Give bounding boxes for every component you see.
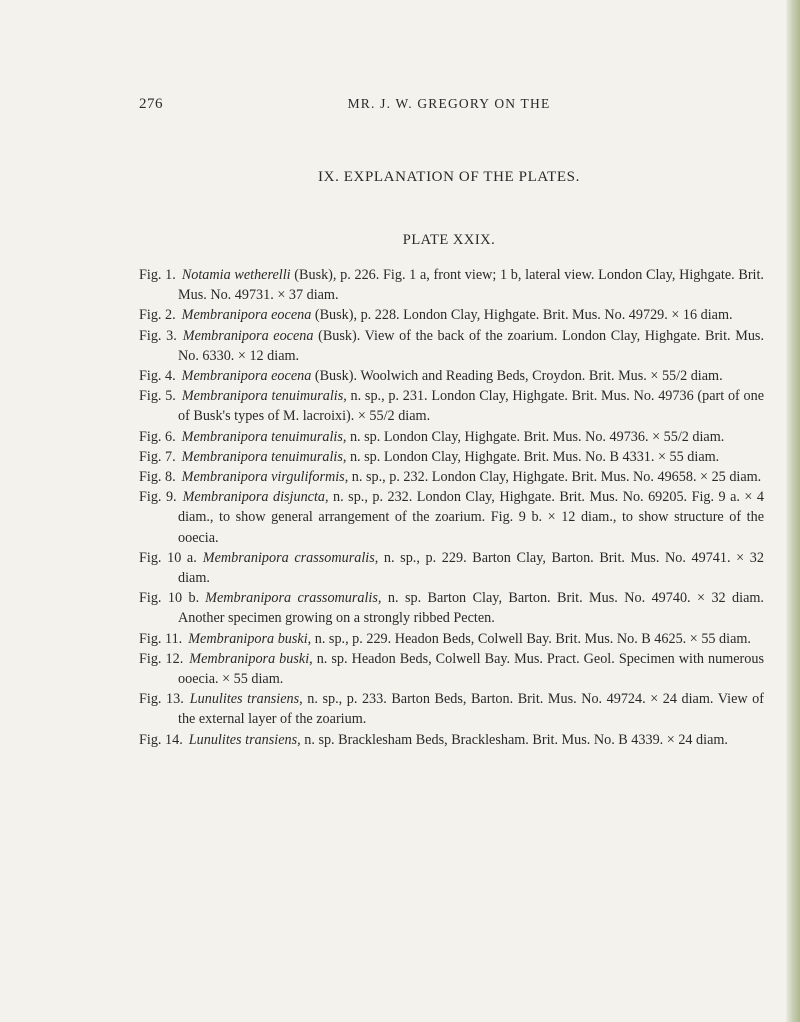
figure-label: Fig. 2. <box>139 307 176 324</box>
figure-label: Fig. 6. <box>139 428 176 445</box>
figure-label: Fig. 10 a. <box>139 549 197 566</box>
page-number: 276 <box>139 96 163 112</box>
figure-entry <box>139 447 764 467</box>
figure-label: Fig. 8. <box>139 469 176 486</box>
figure-entry <box>139 730 764 750</box>
taxon-name: Notamia wetherelli <box>181 267 291 283</box>
figure-explanation-list <box>139 265 764 750</box>
taxon-name: Membranipora disjuncta <box>182 489 326 506</box>
page-edge <box>786 0 800 1022</box>
figure-entry <box>139 689 764 729</box>
figure-description: (Busk), p. 228. London Clay, Highgate. Brit. Mus. No. 49729. × 16 diam. <box>311 307 733 324</box>
figure-description: , n. sp. Bracklesham Beds, Bracklesham. Brit. Mus. No. B 4339. × 24 diam. <box>297 731 728 748</box>
section-title: IX. EXPLANATION OF THE PLATES. <box>318 169 580 185</box>
taxon-name: Membranipora tenuimuralis <box>181 428 343 445</box>
figure-description: (Busk). View of the back of the zoarium. London Clay, Highgate. Brit. Mus. No. 6330. × 12 diam. <box>178 327 764 364</box>
taxon-name: Membranipora crassomuralis <box>202 549 375 566</box>
figure-description: (Busk). Woolwich and Reading Beds, Croydon. Brit. Mus. × 55/2 diam. <box>311 368 723 385</box>
taxon-name: Membranipora eocena <box>181 307 312 324</box>
figure-label: Fig. 3. <box>139 327 177 344</box>
figure-entry <box>139 467 764 487</box>
figure-entry <box>139 487 764 548</box>
figure-label: Fig. 12. <box>139 650 184 667</box>
taxon-name: Lunulites transiens <box>188 731 298 748</box>
figure-entry <box>139 265 764 305</box>
figure-description: , n. sp., p. 233. Barton Beds, Barton. Brit. Mus. No. 49724. × 24 diam. View of the external layer of the zoarium. <box>178 691 764 728</box>
taxon-name: Membranipora tenuimuralis <box>181 388 344 405</box>
figure-description: , n. sp. Barton Clay, Barton. Brit. Mus. No. 49740. × 32 diam. Another specimen growing on a strongly ribbed Pecten. <box>178 590 764 627</box>
figure-label: Fig. 11. <box>139 630 183 647</box>
taxon-name: Membranipora eocena <box>181 368 312 385</box>
figure-entry <box>139 588 764 628</box>
figure-label: Fig. 13. <box>139 691 184 708</box>
figure-entry <box>139 386 764 426</box>
taxon-name: Membranipora crassomuralis <box>205 590 378 607</box>
figure-label: Fig. 7. <box>139 448 176 465</box>
taxon-name: Membranipora virguliformis <box>181 469 345 486</box>
figure-description: , n. sp., p. 229. Barton Clay, Barton. Brit. Mus. No. 49741. × 32 diam. <box>178 549 764 587</box>
figure-description: , n. sp., p. 229. Headon Beds, Colwell Bay. Brit. Mus. No. B 4625. × 55 diam. <box>307 630 751 647</box>
taxon-name: Membranipora buski <box>189 650 310 667</box>
taxon-name: Lunulites transiens <box>189 691 300 708</box>
figure-label: Fig. 1. <box>139 267 176 283</box>
figure-label: Fig. 9. <box>139 489 177 506</box>
figure-entry <box>139 427 764 447</box>
figure-description: , n. sp. Headon Beds, Colwell Bay. Mus. Pract. Geol. Specimen with numerous ooecia. × 55 diam. <box>178 650 764 688</box>
taxon-name: Membranipora buski <box>188 630 308 647</box>
figure-entry <box>139 326 764 366</box>
figure-description: , n. sp., p. 232. London Clay, Highgate. Brit. Mus. No. 69205. Fig. 9 a. × 4 diam., to show general arrangement of the zoarium. Fig. 9 b. × 12 diam., to show structure of the ooecia. <box>178 489 764 546</box>
figure-entry <box>139 629 764 649</box>
figure-entry <box>139 548 764 588</box>
running-head <box>139 96 759 122</box>
taxon-name: Membranipora tenuimuralis <box>181 448 343 465</box>
plate-title: PLATE XXIX. <box>402 232 496 248</box>
figure-label: Fig. 5. <box>139 388 176 405</box>
figure-description: , n. sp., p. 232. London Clay, Highgate. Brit. Mus. No. 49658. × 25 diam. <box>344 469 762 486</box>
figure-description: , n. sp. London Clay, Highgate. Brit. Mus. No. B 4331. × 55 diam. <box>342 448 720 465</box>
figure-entry <box>139 366 764 386</box>
figure-label: Fig. 10 b. <box>139 590 200 607</box>
figure-description: , n. sp. London Clay, Highgate. Brit. Mus. No. 49736. × 55/2 diam. <box>342 428 725 445</box>
figure-label: Fig. 14. <box>139 731 183 748</box>
taxon-name: Membranipora eocena <box>182 327 314 344</box>
figure-description: , n. sp., p. 231. London Clay, Highgate. Brit. Mus. No. 49736 (part of one of Busk's types of M. lacroixi). × 55/2 diam. <box>178 388 764 425</box>
figure-entry <box>139 649 764 689</box>
figure-entry <box>139 305 764 325</box>
figure-label: Fig. 4. <box>139 368 176 385</box>
running-title: MR. J. W. GREGORY ON THE <box>347 96 551 111</box>
figure-description: (Busk), p. 226. Fig. 1 a, front view; 1 b, lateral view. London Clay, Highgate. Brit. Mus. No. 49731. × 37 diam. <box>178 267 764 304</box>
